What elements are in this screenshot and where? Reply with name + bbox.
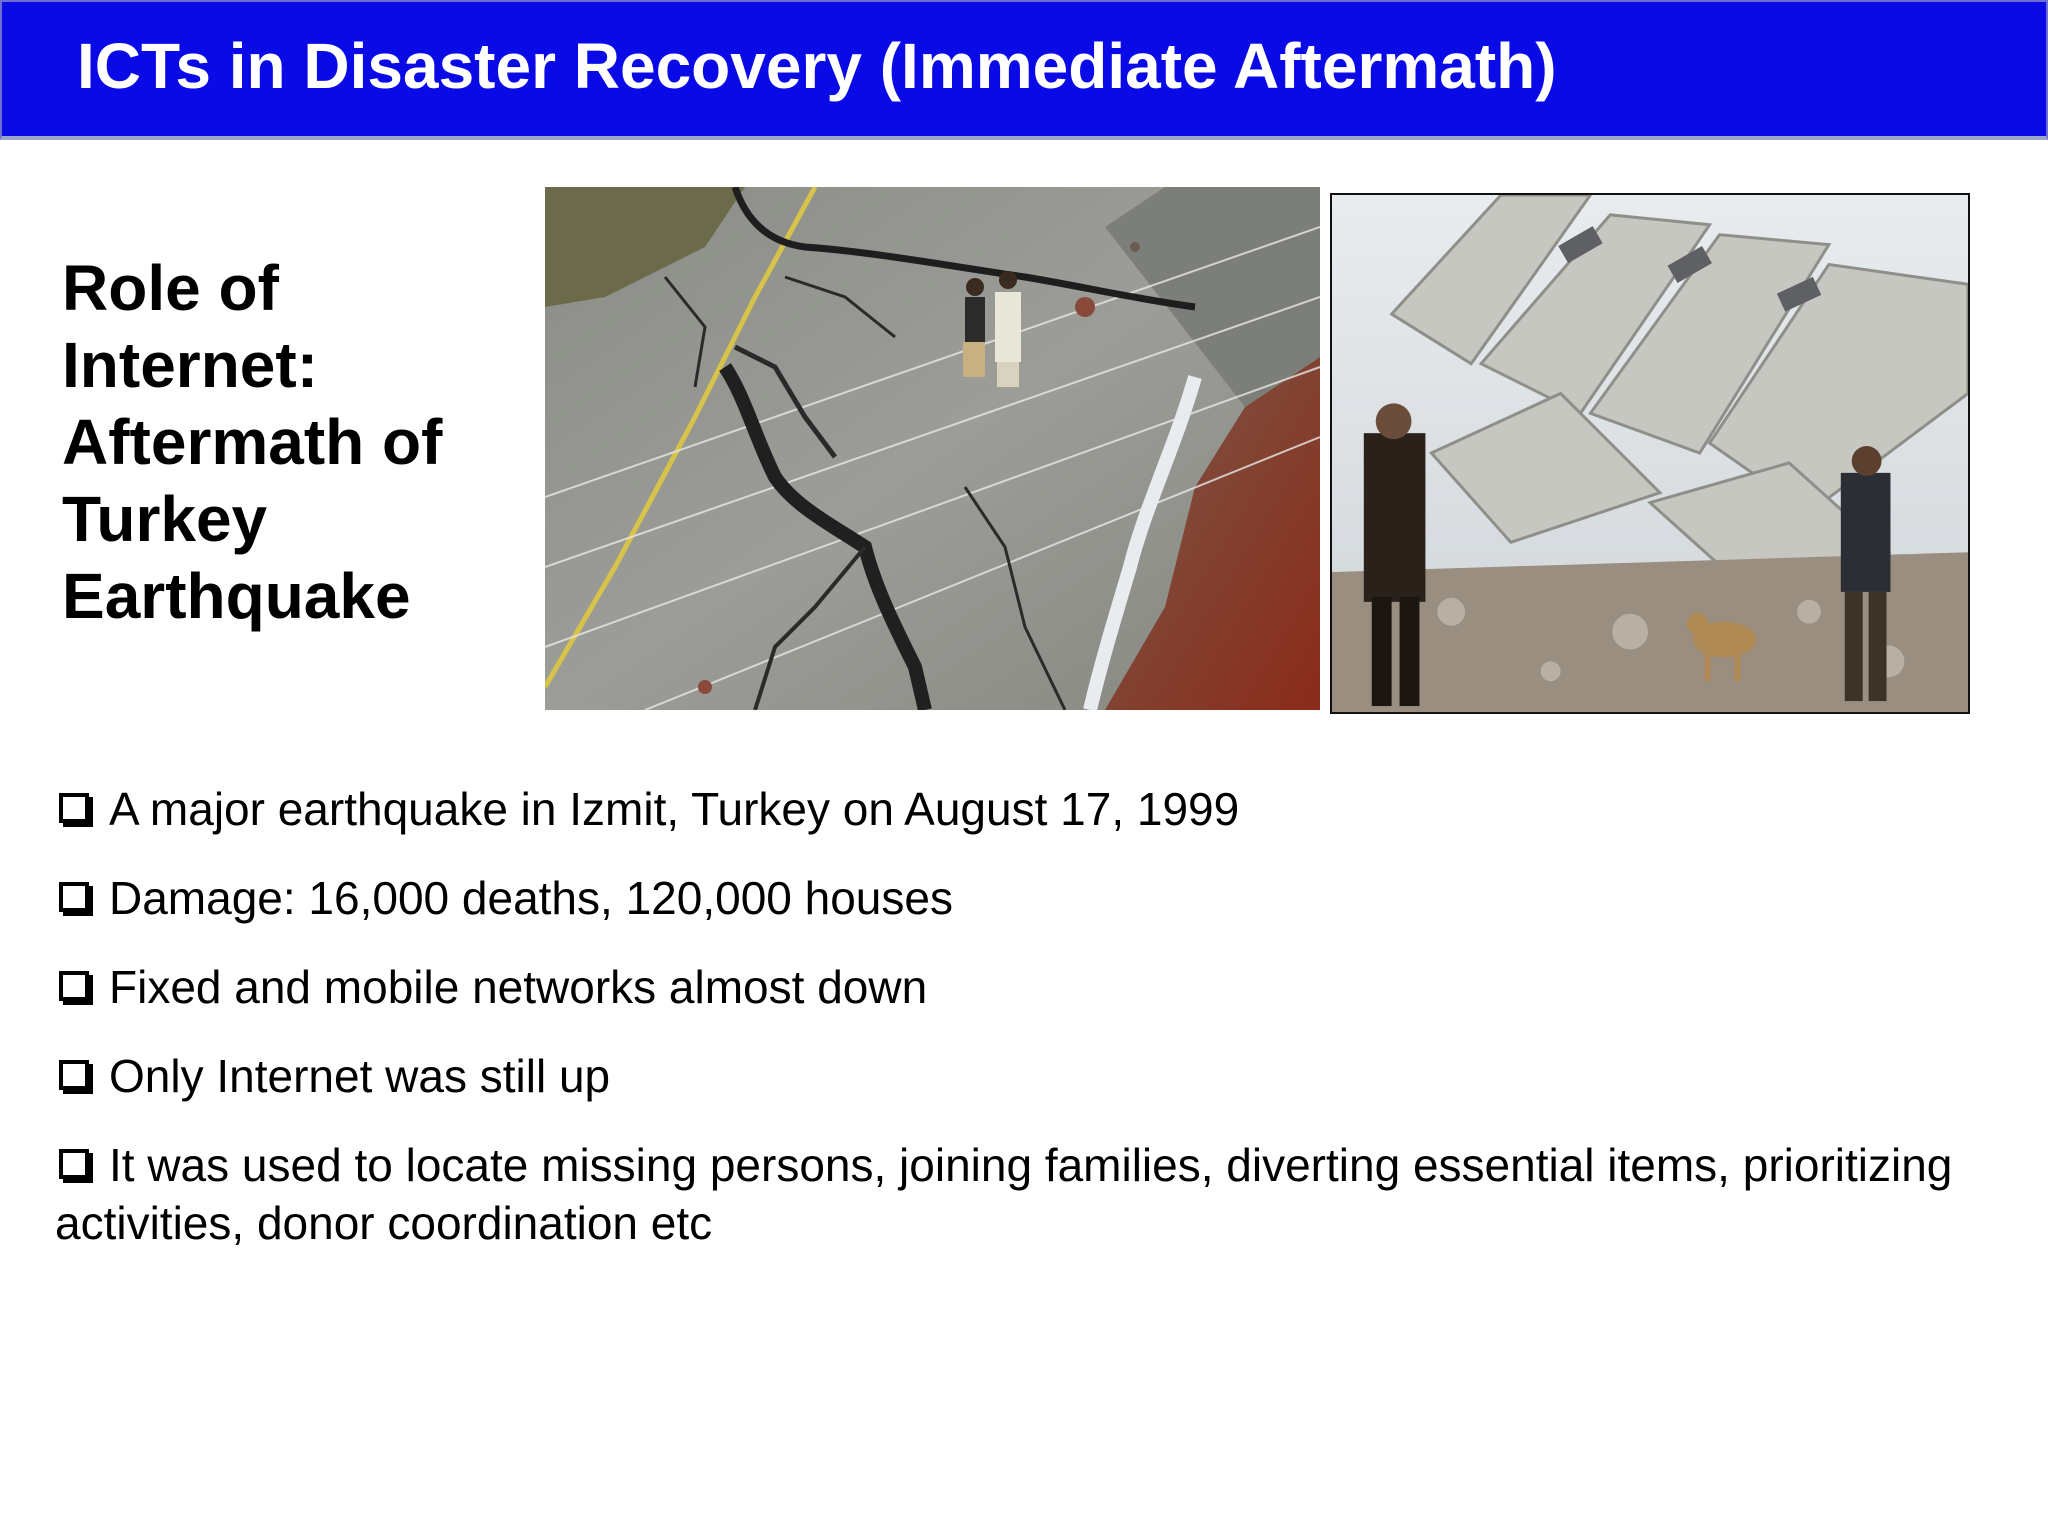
bullet-text: Damage: 16,000 deaths, 120,000 houses: [109, 872, 953, 924]
bullet-text: Only Internet was still up: [109, 1050, 611, 1102]
checkbox-icon: [59, 793, 89, 823]
title-bar: [0, 0, 2048, 140]
cracked-road-photo: [545, 187, 1320, 710]
list-item: [55, 869, 2015, 927]
checkbox-icon: [59, 882, 89, 912]
list-item: [55, 1047, 2015, 1105]
slide-title: ICTs in Disaster Recovery (Immediate Aftermath): [77, 30, 1557, 102]
checkbox-icon: [59, 1060, 89, 1090]
checkbox-icon: [59, 1149, 89, 1179]
bullet-list: [55, 780, 2015, 1283]
list-item: [55, 780, 2015, 838]
side-heading-line: Turkey: [62, 483, 268, 555]
side-heading: [62, 250, 532, 635]
side-heading-line: Aftermath of: [62, 406, 443, 478]
list-item: [55, 958, 2015, 1016]
collapsed-building-photo: [1330, 193, 1970, 714]
side-heading-line: Earthquake: [62, 560, 411, 632]
bullet-text: It was used to locate missing persons, joining families, diverting essential items, prioritizing activities, donor coordination etc: [55, 1139, 1953, 1249]
side-heading-line: Role of: [62, 252, 279, 324]
bullet-text: Fixed and mobile networks almost down: [109, 961, 928, 1013]
checkbox-icon: [59, 971, 89, 1001]
list-item: [55, 1136, 2015, 1252]
bullet-text: A major earthquake in Izmit, Turkey on August 17, 1999: [109, 783, 1240, 835]
side-heading-line: Internet:: [62, 329, 318, 401]
